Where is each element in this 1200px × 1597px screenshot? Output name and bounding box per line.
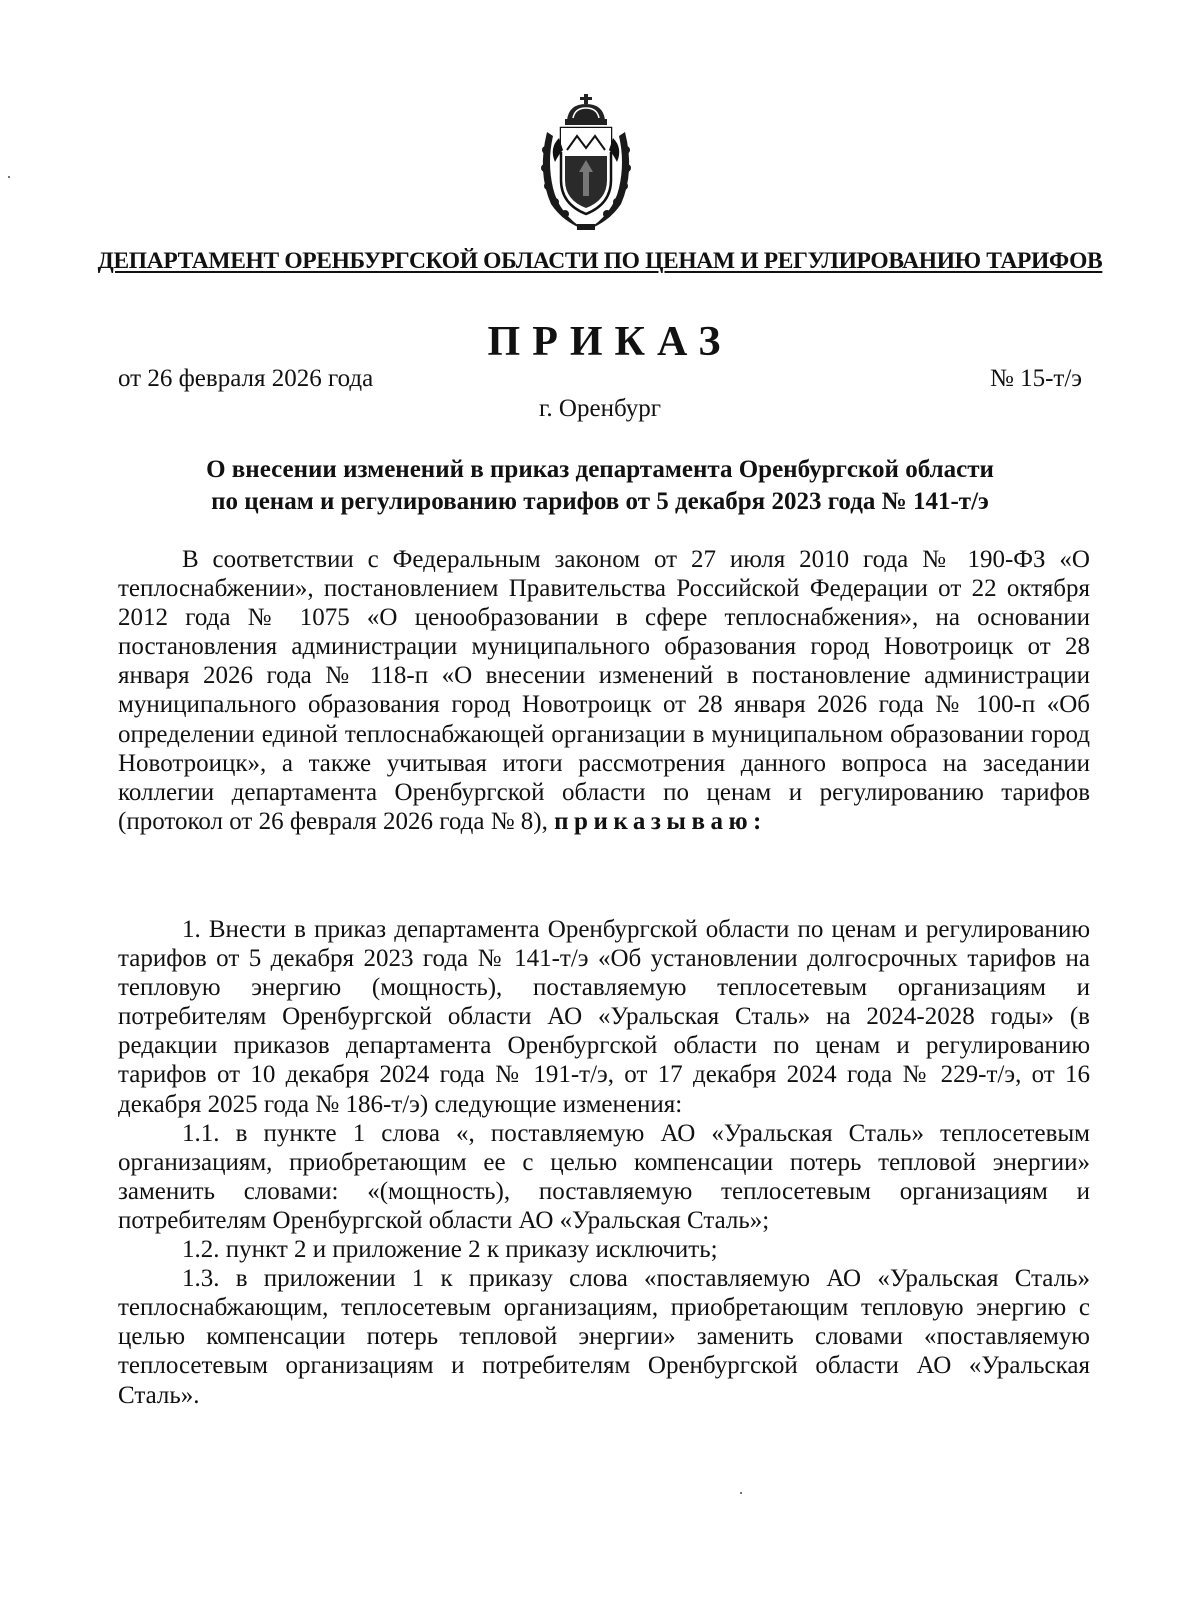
item-1-1: 1.1. в пункте 1 слова «, поставляемую АО «Уральская Сталь» теплосетевым организациям, приобретающим ее с целью компенсации потерь тепловой энергии» заменить словами: «(мощность), поставляемую теплосетевым организациям и потребителям Оренбургской области АО «Уральская Сталь»; <box>118 1119 1090 1234</box>
order-subject <box>120 454 1080 518</box>
subject-line-1: О внесении изменений в приказ департамента Оренбургской области <box>206 456 994 483</box>
item-1-3: 1.3. в приложении 1 к приказу слова «поставляемую АО «Уральская Сталь» теплоснабжающим, теплосетевым организациям, приобретающим тепловую энергию с целью компенсации потерь тепловой энергии» заменить словами «поставляемую теплосетевым организациям и потребителям Оренбургской области АО «Уральская Сталь». <box>118 1265 1090 1409</box>
order-items <box>118 915 1090 1410</box>
order-date: от 26 февраля 2026 года <box>118 365 374 392</box>
coat-of-arms-emblem <box>537 92 635 234</box>
scan-speck <box>740 1492 742 1494</box>
subject-line-2: по ценам и регулированию тарифов от 5 декабря 2023 года № 141-т/э <box>211 488 989 515</box>
order-city: г. Оренбург <box>539 395 661 422</box>
document-type-title: ПРИКАЗ <box>487 319 733 365</box>
item-1-2: 1.2. пункт 2 и приложение 2 к приказу исключить; <box>182 1236 718 1264</box>
order-number: № 15-т/э <box>989 365 1082 392</box>
department-name: ДЕПАРТАМЕНТ ОРЕНБУРГСКОЙ ОБЛАСТИ ПО ЦЕНАМ И РЕГУЛИРОВАНИЮ ТАРИФОВ <box>97 248 1103 274</box>
preamble-text: В соответствии с Федеральным законом от 27 июля 2010 года № 190-ФЗ «О теплоснабжении», постановлением Правительства Российской Федерации от 22 октября 2012 года № 1075 «О ценообразовании в сфере теплоснабжения», на основании постановления администрации муниципального образования город Новотроицк от 28 января 2026 года № 118-п «О внесении изменений в постановление администрации муниципального образования город Новотроицк от 28 января 2026 года № 100-п «Об определении единой теплоснабжающей организации в муниципальном образовании город Новотроицк», а также учитывая итоги рассмотрения данного вопроса на заседании коллегии департамента Оренбургской области по ценам и регулированию тарифов (протокол от 26 февраля 2026 года № 8), <box>118 546 1090 835</box>
preamble-paragraph <box>118 545 1090 836</box>
order-word: приказываю: <box>554 807 767 835</box>
scan-speck <box>8 176 10 178</box>
item-1: 1. Внести в приказ департамента Оренбургской области по ценам и регулированию тарифов от 5 декабря 2023 года № 141-т/э «Об установлении долгосрочных тарифов на тепловую энергию (мощность), поставляемую теплосетевым организациям и потребителям Оренбургской области АО «Уральская Сталь» на 2024-2028 годы» (в редакции приказов департамента Оренбургской области по ценам и регулированию тарифов от 10 декабря 2024 года № 191-т/э, от 17 декабря 2024 года № 229-т/э, от 16 декабря 2025 года № 186-т/э) следующие изменения: <box>118 916 1090 1118</box>
